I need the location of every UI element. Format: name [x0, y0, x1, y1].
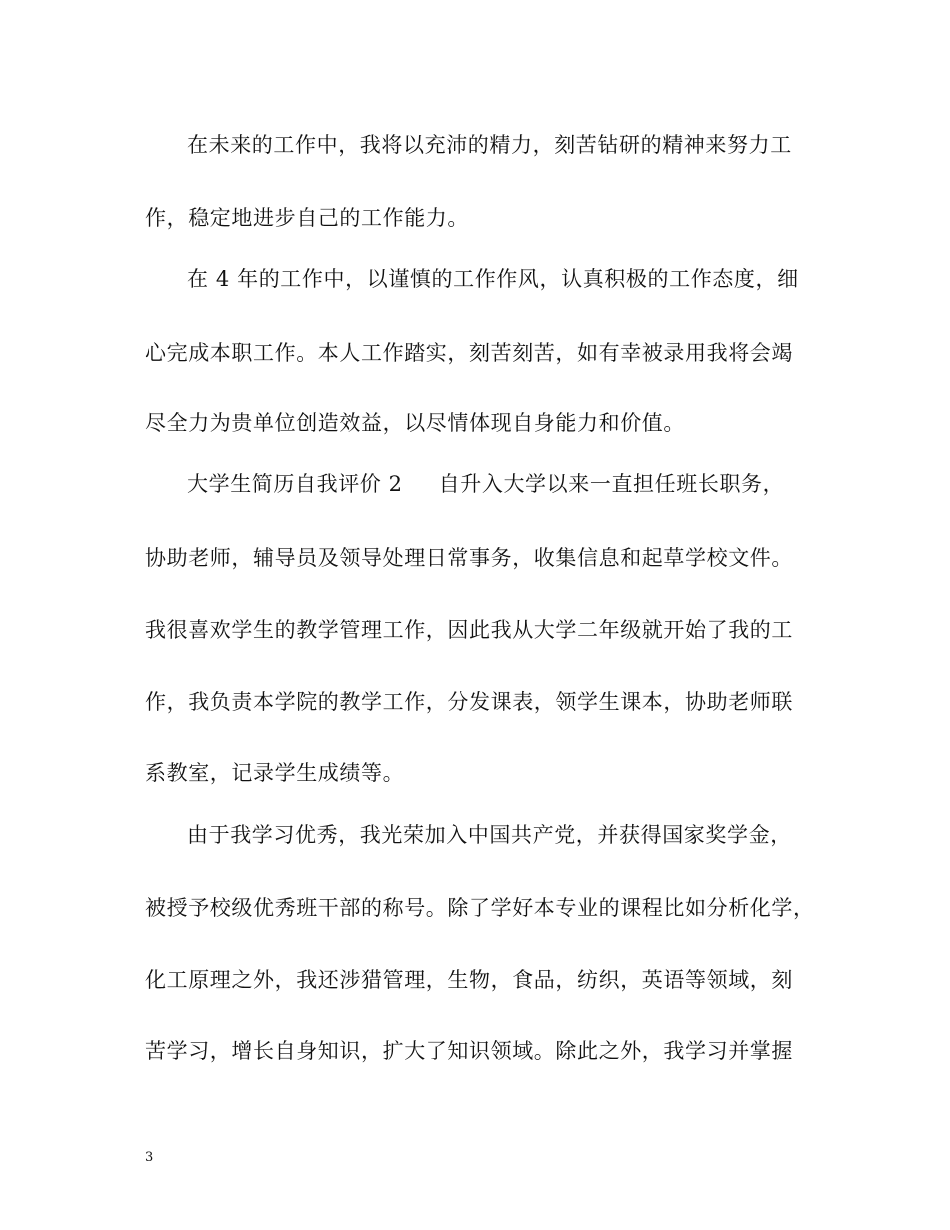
paragraph-line: 在未来的工作中，我将以充沛的精力，刻苦钻研的精神来努力工 — [187, 133, 792, 157]
paragraph-text: 自升入大学以来一直担任班长职务， — [438, 472, 785, 496]
paragraph-line: 由于我学习优秀，我光荣加入中国共产党，并获得国家奖学金， — [187, 823, 792, 847]
paragraph-line: 被授予校级优秀班干部的称号。除了学好本专业的课程比如分析化学， — [145, 896, 815, 920]
paragraph-line: 心完成本职工作。本人工作踏实，刻苦刻苦，如有幸被录用我将会竭 — [145, 341, 793, 365]
paragraph-line: 作，稳定地进步自己的工作能力。 — [145, 206, 469, 230]
paragraph-line: 协助老师，辅导员及领导处理日常事务，收集信息和起草学校文件。 — [145, 546, 793, 570]
paragraph-line: 尽全力为贵单位创造效益，以尽情体现自身能力和价值。 — [145, 411, 685, 435]
page-number: 3 — [145, 1150, 154, 1165]
paragraph-line: 我很喜欢学生的教学管理工作，因此我从大学二年级就开始了我的工 — [145, 618, 793, 642]
paragraph-line: 化工原理之外，我还涉猎管理，生物，食品，纺织，英语等领域，刻 — [145, 968, 793, 992]
paragraph-line: 作，我负责本学院的教学工作，分发课表，领学生课本，协助老师联 — [145, 690, 793, 714]
paragraph-line — [187, 469, 815, 499]
section-heading: 大学生简历自我评价 2 — [187, 472, 403, 496]
paragraph-line: 系教室，记录学生成绩等。 — [145, 761, 405, 785]
paragraph-line: 苦学习，增长自身知识，扩大了知识领域。除此之外，我学习并掌握 — [145, 1039, 793, 1063]
paragraph-line: 在 4 年的工作中，以谨慎的工作作风，认真积极的工作态度，细 — [187, 267, 799, 291]
